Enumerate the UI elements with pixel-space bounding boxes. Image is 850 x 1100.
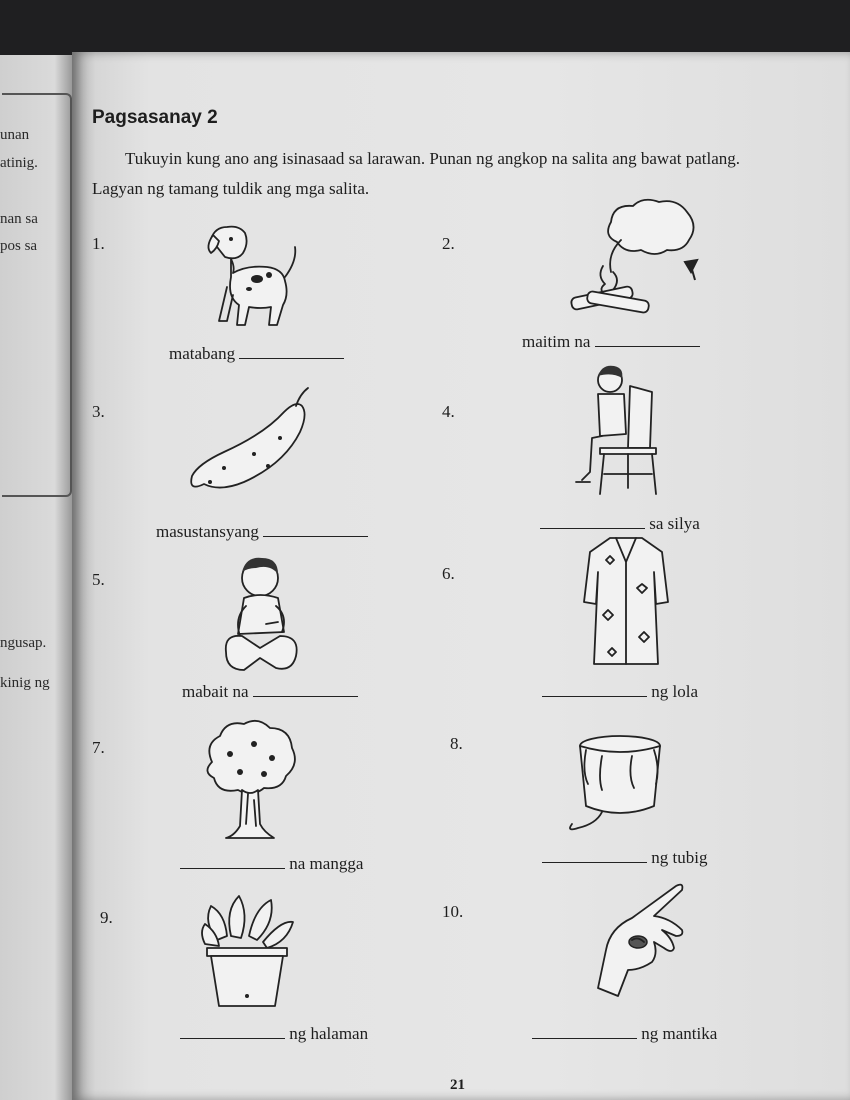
answer-blank[interactable] bbox=[595, 334, 700, 347]
worksheet-title: Pagsasanay 2 bbox=[92, 107, 218, 128]
item-text: ng halaman bbox=[289, 1024, 369, 1043]
item-number: 8. bbox=[450, 734, 463, 753]
answer-blank[interactable] bbox=[540, 516, 645, 529]
item-text: maitim na bbox=[522, 332, 591, 351]
item-number: 2. bbox=[442, 234, 455, 253]
answer-blank[interactable] bbox=[180, 1026, 285, 1039]
item-number: 10. bbox=[442, 902, 464, 921]
item-text: ng mantika bbox=[641, 1024, 718, 1043]
item-text: ng tubig bbox=[651, 848, 708, 867]
left-facing-page bbox=[0, 55, 78, 1100]
page-number: 21 bbox=[450, 1077, 465, 1093]
item-answer-line bbox=[156, 522, 368, 542]
item-answer-line bbox=[180, 854, 363, 874]
item-answer-line bbox=[180, 1024, 368, 1044]
boy-on-chair-icon bbox=[572, 362, 672, 502]
item-text: na mangga bbox=[289, 854, 364, 873]
dog-icon bbox=[197, 217, 307, 332]
item-text: mabait na bbox=[182, 682, 249, 701]
answer-blank[interactable] bbox=[180, 856, 285, 869]
overflowing-basin-icon bbox=[562, 728, 672, 838]
potted-plant-icon bbox=[197, 892, 297, 1012]
campfire-smoke-icon bbox=[567, 192, 707, 322]
item-number: 7. bbox=[92, 738, 105, 757]
left-page-fragment: kinig ng bbox=[0, 675, 50, 691]
item-text: masustansyang bbox=[156, 522, 259, 541]
answer-blank[interactable] bbox=[542, 684, 647, 697]
left-page-fragment: ngusap. bbox=[0, 635, 47, 651]
item-text: matabang bbox=[169, 344, 236, 363]
worksheet-page bbox=[72, 52, 850, 1100]
cucumber-icon bbox=[184, 384, 324, 504]
answer-blank[interactable] bbox=[542, 850, 647, 863]
left-page-fragment: atinig. bbox=[0, 155, 38, 171]
answer-blank[interactable] bbox=[239, 346, 344, 359]
answer-blank[interactable] bbox=[253, 684, 358, 697]
item-answer-line bbox=[522, 332, 700, 352]
left-page-fragment: unan bbox=[0, 127, 30, 143]
item-answer-line bbox=[182, 682, 358, 702]
item-answer-line bbox=[532, 1024, 717, 1044]
item-answer-line bbox=[542, 682, 698, 702]
item-number: 3. bbox=[92, 402, 105, 421]
item-answer-line bbox=[542, 848, 707, 868]
left-page-fragment: pos sa bbox=[0, 238, 38, 254]
worksheet-instructions: Tukuyin kung ano ang isinasaad sa larawan. Punan ng angkop na salita ang bawat patlang. Lagyan ng tamang tuldik ang mga salita. bbox=[92, 149, 741, 198]
mango-tree-icon bbox=[200, 714, 300, 844]
item-number: 6. bbox=[442, 564, 455, 583]
item-number: 4. bbox=[442, 402, 455, 421]
left-page-fragment: nan sa bbox=[0, 211, 38, 227]
item-answer-line bbox=[540, 514, 700, 534]
item-text: sa silya bbox=[649, 514, 700, 533]
answer-blank[interactable] bbox=[532, 1026, 637, 1039]
item-text: ng lola bbox=[651, 682, 698, 701]
item-answer-line bbox=[169, 344, 344, 364]
answer-blank[interactable] bbox=[263, 524, 368, 537]
item-number: 1. bbox=[92, 234, 105, 253]
baby-icon bbox=[212, 552, 312, 682]
item-number: 9. bbox=[100, 908, 113, 927]
item-number: 5. bbox=[92, 570, 105, 589]
robe-dress-icon bbox=[582, 532, 672, 672]
left-page-box bbox=[2, 93, 72, 497]
burned-hand-icon bbox=[592, 878, 692, 998]
